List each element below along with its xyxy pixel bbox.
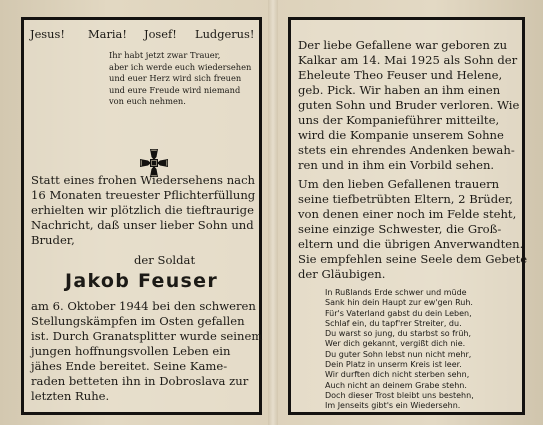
poem-line: Auch nicht an deinem Grabe stehn.: [325, 380, 467, 390]
mourners-line: eltern und die übrigen Anverwandten.: [298, 237, 524, 251]
death-line: letzten Ruhe.: [31, 389, 110, 403]
death-line: jungen hoffnungsvollen Leben ein: [31, 344, 231, 358]
bio-line: Kalkar am 14. Mai 1925 als Sohn der: [298, 53, 518, 67]
mourners-line: von denen einer noch im Felde steht,: [298, 207, 517, 221]
poem-line: Du guter Sohn lebst nun nicht mehr,: [325, 349, 472, 359]
poem-line: Doch dieser Trost bleibt uns bestehn,: [325, 390, 474, 400]
center-fold: [268, 0, 278, 425]
heading-invocation: [30, 27, 260, 43]
death-line: ist. Durch Granatsplitter wurde seinem: [31, 329, 263, 343]
verse-line: und euer Herz wird sich freuen: [109, 73, 242, 83]
bio-line: wird die Kompanie unserem Sohne: [298, 128, 504, 142]
bio-line: Der liebe Gefallene war geboren zu: [298, 38, 508, 52]
death-line: jähes Ende bereitet. Seine Kame-: [31, 359, 228, 373]
bio-line: Eheleute Theo Feuser und Helene,: [298, 68, 503, 82]
mourners-text: [298, 177, 527, 282]
death-line: Stellungskämpfen im Osten gefallen: [31, 314, 245, 328]
bio-line: uns der Kompanieführer mitteilte,: [298, 113, 500, 127]
poem-line: Wer dich gekannt, vergißt dich nie.: [325, 339, 466, 349]
bio-line: guten Sohn und Bruder verloren. Wie: [298, 98, 520, 112]
bio-line: geb. Pick. Wir haben an ihm einen: [298, 83, 501, 97]
bio-line: stets ein ehrendes Andenken bewah-: [298, 143, 515, 157]
death-account: [31, 299, 262, 404]
heading-josef: Josef!: [144, 27, 177, 41]
verse-line: aber ich werde euch wiedersehen: [109, 61, 252, 72]
notice-line: 16 Monaten treuester Pflichterfüllung: [31, 188, 256, 202]
poem-line: Für's Vaterland gabst du dein Leben,: [325, 308, 472, 318]
mourners-line: seine tiefbetrübten Eltern, 2 Brüder,: [298, 192, 513, 206]
notice-line: erhielten wir plötzlich die tieftraurige: [31, 203, 254, 217]
heading-ludgerus: Ludgerus!: [195, 27, 255, 41]
poem-line: Schlaf ein, du tapf'rer Streiter, du.: [325, 318, 462, 328]
death-line: am 6. Oktober 1944 bei den schweren: [31, 299, 256, 313]
notice-line: Bruder,: [31, 233, 75, 247]
memorial-poem: [325, 288, 474, 412]
notice-text: [31, 173, 255, 248]
poem-line: Du warst so jung, du starbst so früh,: [325, 329, 471, 339]
poem-line: Wir durften dich nicht sterben sehn,: [325, 370, 470, 380]
notice-line: Nachricht, daß unser lieber Sohn und: [31, 218, 254, 232]
mourners-line: seine einzige Schwester, die Groß-: [298, 222, 502, 236]
deceased-name: Jakob Feuser: [64, 270, 219, 292]
mourners-line: der Gläubigen.: [298, 267, 386, 281]
death-line: raden betteten ihn in Dobroslava zur: [31, 374, 249, 388]
notice-line: Statt eines frohen Wiedersehens nach: [31, 173, 256, 187]
poem-line: Im Jenseits gibt's ein Wiedersehn.: [325, 401, 461, 411]
left-panel: [21, 17, 262, 415]
heading-jesus: Jesus!: [30, 27, 65, 41]
verse-line: und eure Freude wird niemand: [109, 84, 241, 95]
bio-line: ren und in ihm ein Vorbild sehen.: [298, 158, 495, 172]
poem-line: In Rußlands Erde schwer und müde: [325, 288, 467, 297]
verse-line: Ihr habt jetzt zwar Trauer,: [109, 50, 221, 60]
poem-line: Dein Platz in unserm Kreis ist leer.: [325, 360, 462, 370]
biography-text: [298, 38, 519, 173]
right-panel: [288, 17, 528, 415]
verse-line: von euch nehmen.: [109, 96, 186, 106]
rank-label: der Soldat: [134, 253, 196, 267]
mourners-line: Sie empfehlen seine Seele dem Gebete: [298, 252, 528, 266]
mourners-line: Um den lieben Gefallenen trauern: [298, 177, 500, 191]
heading-maria: Maria!: [88, 27, 127, 41]
poem-line: Sank hin dein Haupt zur ew'gen Ruh.: [325, 298, 473, 308]
